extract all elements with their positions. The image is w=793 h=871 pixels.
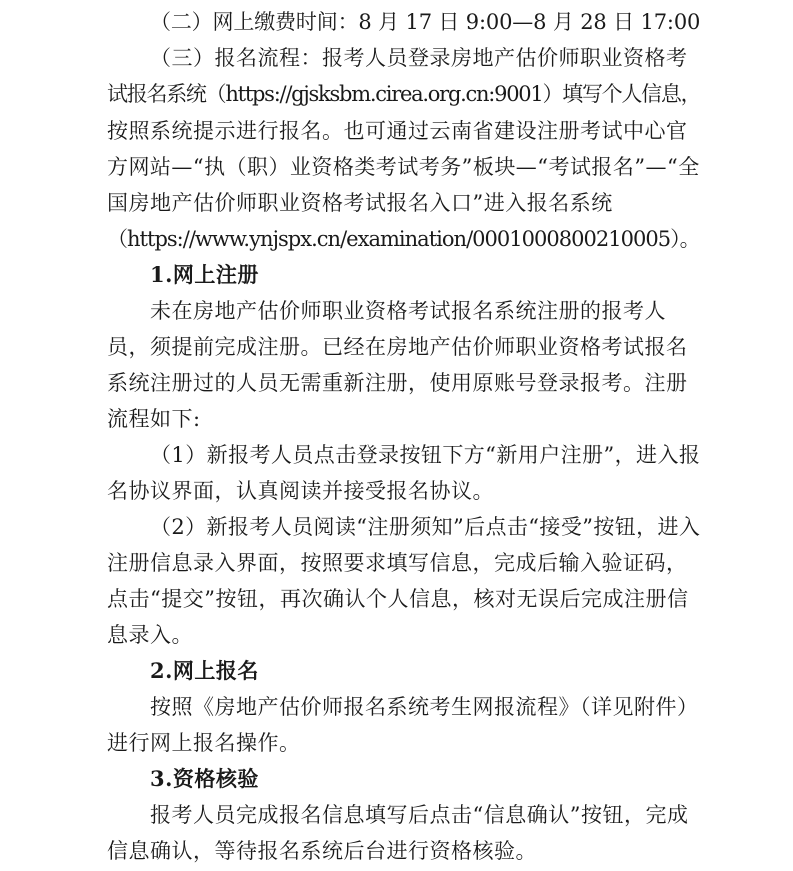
paragraph-line: 系统注册过的人员无需重新注册，使用原账号登录报考。注册 <box>107 371 688 395</box>
paragraph-line: 未在房地产估价师职业资格考试报名系统注册的报考人 <box>150 299 666 323</box>
paragraph-line: 方网站—“执（职）业资格类考试考务”板块—“考试报名”—“全 <box>107 155 700 179</box>
paragraph-line: 点击“提交”按钮，再次确认个人信息，核对无误后完成注册信 <box>107 587 689 611</box>
section-heading: 1.网上注册 <box>150 262 259 287</box>
paragraph-line: （二）网上缴费时间：8 月 17 日 9:00—8 月 28 日 17:00 <box>150 10 701 34</box>
paragraph-line: （三）报名流程：报考人员登录房地产估价师职业资格考 <box>150 46 688 70</box>
paragraph-line: 信息确认，等待报名系统后台进行资格核验。 <box>107 839 537 863</box>
section-heading: 3.资格核验 <box>150 766 259 791</box>
paragraph-line: 流程如下: <box>107 407 201 431</box>
paragraph-line: 注册信息录入界面，按照要求填写信息，完成后输入验证码， <box>107 551 688 575</box>
paragraph-line: 国房地产估价师职业资格考试报名入口”进入报名系统 <box>107 191 613 215</box>
paragraph-line: （2）新报考人员阅读“注册须知”后点击“接受”按钮，进入 <box>150 515 701 539</box>
paragraph-line: 进行网上报名操作。 <box>107 731 301 755</box>
section-heading: 2.网上报名 <box>150 658 259 683</box>
paragraph-line: 按照《房地产估价师报名系统考生网报流程》（详见附件） <box>150 695 699 719</box>
paragraph-line: 报考人员完成报名信息填写后点击“信息确认”按钮，完成 <box>150 803 689 827</box>
paragraph-line: 按照系统提示进行报名。也可通过云南省建设注册考试中心官 <box>107 119 688 143</box>
paragraph-line: （https://www.ynjspx.cn/examination/0001000800210005）。 <box>107 227 700 251</box>
paragraph-line: 员，须提前完成注册。已经在房地产估价师职业资格考试报名 <box>107 335 688 359</box>
paragraph-line: 名协议界面，认真阅读并接受报名协议。 <box>107 479 494 503</box>
paragraph-line: 息录入。 <box>107 623 193 647</box>
paragraph-line: （1）新报考人员点击登录按钮下方“新用户注册”，进入报 <box>150 443 701 467</box>
paragraph-line: 试报名系统（https://gjsksbm.cirea.org.cn:9001）填写个人信息， <box>107 82 701 106</box>
